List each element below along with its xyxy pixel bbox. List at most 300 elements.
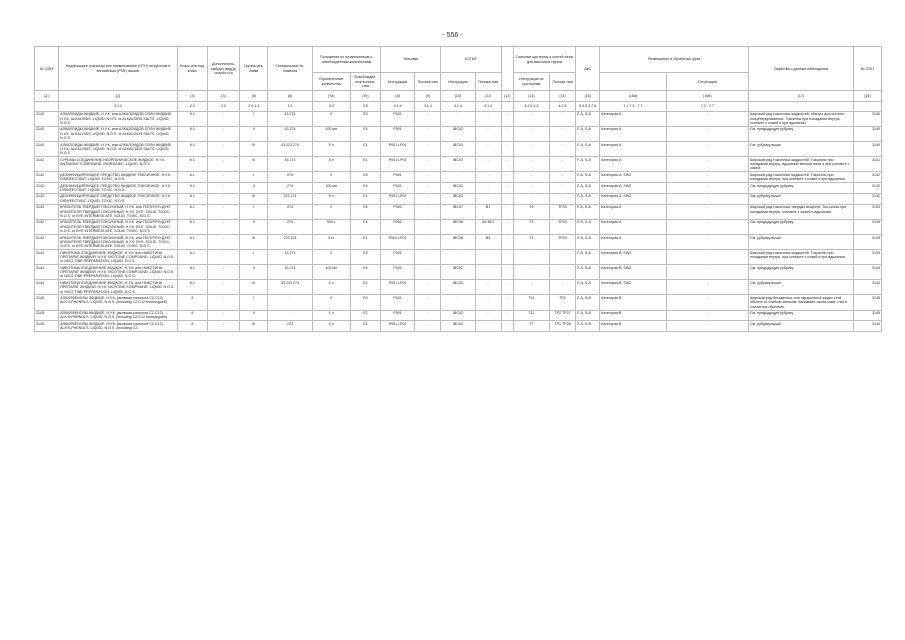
blank-cell: - (501, 126, 513, 141)
subsidiary-risk-cell: - (208, 310, 240, 321)
ibc-provision-cell: - (475, 183, 501, 194)
limited-qty-cell: 5 л (312, 280, 350, 295)
ibc-provision-cell: - (475, 157, 501, 172)
column-number-cell: (14) (549, 91, 575, 101)
subsidiary-risk-cell: - (208, 172, 240, 183)
ems-cell: F-A, S-A (576, 157, 600, 172)
packing-provision-cell: - (415, 265, 441, 280)
class-cell: 6.1 (177, 126, 207, 141)
ibc-instruction-cell: IBC02 (441, 183, 475, 194)
packing-instruction-cell: P001 (381, 265, 415, 280)
table-row (35, 250, 882, 265)
tank-instruction-cell: - (513, 111, 549, 126)
excepted-qty-cell: E1 (350, 193, 380, 204)
limited-qty-cell: 0 (312, 111, 350, 126)
blank-cell: - (501, 193, 513, 204)
blank-cell: - (501, 234, 513, 249)
ibc-provision-cell: - (475, 295, 501, 310)
packing-provision-cell: - (415, 219, 441, 234)
packing-instruction-cell: P001 (381, 183, 415, 194)
limited-qty-cell: 5 л (312, 321, 350, 332)
ems-cell: F-A, S-B (576, 310, 600, 321)
excepted-qty-cell: E4 (350, 126, 380, 141)
excepted-qty-cell: E5 (350, 204, 380, 219)
shipping-name-cell: АЛКИЛФЕНОЛЫ ЖИДКИЕ, Н.У.К. (включая гомологи C2-C12) ALKYLPHENOLS, LIQUID, N.O.S. (including C2- (59, 321, 178, 332)
special-provisions-cell: 274 (268, 219, 312, 234)
excepted-qty-cell: E4 (350, 183, 380, 194)
header-class: Класс или под-класс (177, 47, 207, 91)
subsidiary-risk-cell: - (208, 280, 240, 295)
shipping-name-cell: АЛКИЛФЕНОЛЫ ЖИДКИЕ, Н.У.К. (включая гомологи C2-C12) ALKYLPHENOLS, LIQUID, N.O.S. (including C2-C12 homologues) (59, 310, 178, 321)
un-number-cell: 3141 (35, 157, 59, 172)
blank-cell: - (501, 183, 513, 194)
properties-cell: См. рубрику выше. (749, 280, 854, 295)
stowage-cell: Категория A (600, 111, 666, 126)
blank-cell: - (501, 321, 513, 332)
un-number-right-cell: 3144 (853, 265, 881, 280)
segregation-cell: - (666, 172, 748, 183)
packing-provision-cell: - (415, 295, 441, 310)
subsidiary-risk-cell: - (208, 204, 240, 219)
tank-instruction-cell: - (513, 280, 549, 295)
shipping-name-cell: КРАСИТЕЛЬ ТВЕРДЫЙ ТОКСИЧНЫЙ, Н.У.К. или ПОЛУПРО-ДУКТ КРАСИТЕЛЯ ТВЕРДЫЙ ТОКСИЧНЫЙ, Н.У.К. DYE, SOLID, TOXIC, N.O.S. or DYE INTERMEDI-ATE, SOLID, TOXIC, N.O.S. (59, 234, 178, 249)
ibc-instruction-cell: - (441, 172, 475, 183)
tank-provision-cell: TP1 TP28 (549, 321, 575, 332)
packing-group-cell: I (240, 111, 268, 126)
special-provisions-cell: 223 274 (268, 193, 312, 204)
limited-qty-cell: 5 л (312, 193, 350, 204)
tank-provision-cell: - (549, 250, 575, 265)
shipping-name-cell: СУРЬМЫ СОЕДИНЕНИЕ НЕОРГАНИЧЕСКОЕ ЖИДКОЕ, Н.У.К. ANTIMONY COMPOUND, INORGANIC, LIQUID, N.O.S. (59, 157, 178, 172)
table-row (35, 265, 882, 280)
blank-cell: - (501, 111, 513, 126)
table-row (35, 295, 882, 310)
ems-cell: F-A, S-A (576, 183, 600, 194)
shipping-name-cell: АЛКАЛОИДЫ ЖИДКИЕ, Н.У.К. или АЛКАЛОИДОВ СОЛИ ЖИДКИЕ, Н.У.К. ALKALOIDS, LIQUID, N.O.S. or ALKALOIDS SALTS, LIQUID, N.O.S. (59, 142, 178, 157)
properties-cell: См. рубрику выше. (749, 234, 854, 249)
column-numbers-row (35, 91, 882, 101)
ibc-instruction-cell: IBC03 (441, 142, 475, 157)
blank-cell: - (501, 219, 513, 234)
ibc-provision-cell: - (475, 280, 501, 295)
tank-provision-cell: TP33 (549, 204, 575, 219)
packing-provision-cell: - (415, 111, 441, 126)
properties-cell: См. рубрику выше. (749, 321, 854, 332)
column-reference-cell: 3.4 (312, 101, 350, 111)
packing-group-cell: III (240, 321, 268, 332)
un-number-cell: 3145 (35, 295, 59, 310)
tank-provision-cell: - (549, 172, 575, 183)
subsidiary-risk-cell: - (208, 111, 240, 126)
tank-provision-cell: - (549, 183, 575, 194)
column-number-cell: (13) (513, 91, 549, 101)
packing-group-cell: II (240, 265, 268, 280)
packing-instruction-cell: P001 (381, 111, 415, 126)
shipping-name-cell: НИКОТИНА СОЕДИНЕНИЕ ЖИДКОЕ, Н.У.К. или НИКОТИНА ПРЕПАРАТ ЖИДКИЙ, Н.У.К. NICOTINE COMPOUND, LIQUID, N.O.S. or NICO-TINE PREPARATION, LIQUID, N.O.S. (59, 250, 178, 265)
excepted-qty-cell: E1 (350, 142, 380, 157)
packing-instruction-cell: P001 LP01 (381, 321, 415, 332)
limited-qty-cell: 100 мл (312, 265, 350, 280)
packing-provision-cell: - (415, 204, 441, 219)
tank-provision-cell: - (549, 142, 575, 157)
packing-instruction-cell: P002 (381, 219, 415, 234)
header-ibc-instr: Инструкции (441, 73, 475, 91)
ems-cell: F-A, S-A (576, 265, 600, 280)
un-number-cell: 3140 (35, 142, 59, 157)
column-reference-cell: 3.3 (268, 101, 312, 111)
ibc-instruction-cell: IBC03 (441, 157, 475, 172)
ibc-provision-cell: - (475, 250, 501, 265)
column-reference-cell (749, 101, 854, 111)
class-cell: 6.1 (177, 111, 207, 126)
ibc-instruction-cell: IBC07 (441, 204, 475, 219)
shipping-name-cell: АЛКАЛОИДЫ ЖИДКИЕ, Н.У.К. или АЛКАЛОИДОВ СОЛИ ЖИДКИЕ, Н.У.К. ALKALOIDS, LIQUID, N.O.S. or ALKALOIDS SALTS, LIQUID, N.O.S. (59, 126, 178, 141)
header-name: Надлежащее транспортное наименование (НТН) на русском и английском (PSN) языках (59, 47, 178, 91)
table-row (35, 219, 882, 234)
column-number-cell: (15) (576, 91, 600, 101)
stowage-cell: Категория A (600, 204, 666, 219)
column-number-cell: (11) (475, 91, 501, 101)
excepted-qty-cell: E4 (350, 265, 380, 280)
special-provisions-cell: - (268, 295, 312, 310)
stowage-cell: Категория A (600, 234, 666, 249)
tank-instruction-cell: T7 (513, 321, 549, 332)
blank-cell: - (501, 280, 513, 295)
packing-group-cell: I (240, 250, 268, 265)
table-row (35, 234, 882, 249)
segregation-cell: - (666, 280, 748, 295)
table-row (35, 204, 882, 219)
class-cell: 8 (177, 321, 207, 332)
tank-provision-cell: TP2 (549, 295, 575, 310)
tank-provision-cell: - (549, 265, 575, 280)
ems-cell: F-A, S-B (576, 295, 600, 310)
ems-cell: F-A, S-A (576, 111, 600, 126)
un-number-cell: 3143 (35, 234, 59, 249)
excepted-qty-cell: E1 (350, 234, 380, 249)
class-cell: 6.1 (177, 219, 207, 234)
blank-cell: - (501, 142, 513, 157)
subsidiary-risk-cell: - (208, 321, 240, 332)
un-number-cell: 3143 (35, 219, 59, 234)
table-row (35, 111, 882, 126)
segregation-cell: - (666, 142, 748, 157)
packing-provision-cell: - (415, 157, 441, 172)
ibc-provision-cell: - (475, 172, 501, 183)
packing-group-cell: II (240, 310, 268, 321)
stowage-cell: Категория B (600, 321, 666, 332)
ibc-provision-cell: - (475, 111, 501, 126)
special-provisions-cell: 45 274 (268, 157, 312, 172)
ibc-instruction-cell: IBC08 (441, 234, 475, 249)
header-packing-prov: Положе-ния (415, 73, 441, 91)
ibc-instruction-cell: IBC02 (441, 265, 475, 280)
column-number-cell: (12) (501, 91, 513, 101)
ibc-instruction-cell: - (441, 295, 475, 310)
stowage-cell: Категория B (600, 295, 666, 310)
class-cell: 6.1 (177, 142, 207, 157)
header-un-no-right: № ООН (853, 47, 881, 91)
un-number-cell: 3140 (35, 126, 59, 141)
ibc-instruction-cell: IBC03 (441, 193, 475, 204)
tank-instruction-cell: - (513, 126, 549, 141)
packing-provision-cell: - (415, 126, 441, 141)
class-cell: 6.1 (177, 193, 207, 204)
subsidiary-risk-cell: - (208, 142, 240, 157)
header-packagings: Упаковки (381, 47, 441, 73)
packing-instruction-cell: P001 LP01 (381, 280, 415, 295)
special-provisions-cell: 43 274 (268, 265, 312, 280)
column-reference-cell: 7.1 7.3 - 7.7 (600, 101, 666, 111)
column-reference-cell: 2.0 (177, 101, 207, 111)
un-number-cell: 3142 (35, 172, 59, 183)
properties-cell: Широкий ряд токсичных жидкостей. Токсичны при попадании внутрь, вдыхании мелкой пыли и при контакте с кожей. (749, 157, 854, 172)
packing-group-cell: II (240, 126, 268, 141)
shipping-name-cell: НИКОТИНА СОЕДИНЕНИЕ ЖИДКОЕ, Н.У.К. или НИКОТИНА ПРЕПАРАТ ЖИДКИЙ, Н.У.К. NICOTINE COMPOUND, LIQUID, N.O.S. or NICO-TINE PREPARATION, LIQUID, N.O.S. (59, 265, 178, 280)
special-provisions-cell: 274 (268, 172, 312, 183)
packing-provision-cell: - (415, 172, 441, 183)
blank-cell: - (501, 250, 513, 265)
column-number-cell: (16b) (666, 91, 748, 101)
special-provisions-cell: 274 (268, 183, 312, 194)
stowage-cell: Категория B (600, 310, 666, 321)
header-tank-prov: Положе-ния (549, 73, 575, 91)
special-provisions-cell: 43 223 274 (268, 280, 312, 295)
un-number-cell: 3140 (35, 111, 59, 126)
column-number-cell: (18) (853, 91, 881, 101)
subsidiary-risk-cell: - (208, 157, 240, 172)
class-cell: 6.1 (177, 204, 207, 219)
dangerous-goods-list-table (34, 46, 882, 332)
packing-provision-cell: - (415, 193, 441, 204)
column-reference-cell: 2.0 (208, 101, 240, 111)
table-row (35, 126, 882, 141)
ibc-provision-cell: B4 B21 (475, 219, 501, 234)
blank-cell: - (501, 310, 513, 321)
column-number-cell: (7b) (350, 91, 380, 101)
header-packing-instr: Инструкции (381, 73, 415, 91)
segregation-cell: - (666, 157, 748, 172)
blank-cell: - (501, 265, 513, 280)
column-reference-cell (35, 101, 59, 111)
shipping-name-cell: ДЕЗИНФИЦИРУЮЩЕЕ СРЕДСТВО ЖИДКОЕ ТОКСИЧНОЕ, Н.У.К. DISINFECTANT, LIQUID, TOXIC, N.O.S. (59, 193, 178, 204)
class-cell: 6.1 (177, 280, 207, 295)
class-cell: 6.1 (177, 250, 207, 265)
un-number-right-cell: 3144 (853, 250, 881, 265)
tank-instruction-cell: T6 (513, 204, 549, 219)
limited-qty-cell: 0 (312, 172, 350, 183)
ibc-provision-cell: - (475, 193, 501, 204)
class-cell: 6.1 (177, 234, 207, 249)
subsidiary-risk-cell: - (208, 265, 240, 280)
tank-instruction-cell: - (513, 142, 549, 157)
column-number-cell: (8) (381, 91, 415, 101)
properties-cell: Широкий ряд токсичных жидкостей, обычно доста-точно концентрированных. Токсичны при попадании внутрь, контакте с кожей и при вдыхании. (749, 111, 854, 126)
special-provisions-cell: - (268, 310, 312, 321)
header-properties: Свойства и данные наблюдения (749, 47, 854, 91)
excepted-qty-cell: E5 (350, 111, 380, 126)
stowage-cell: Категория A (600, 142, 666, 157)
header-ems: АвС (576, 47, 600, 91)
column-reference-cell: 4.1.4 (415, 101, 441, 111)
packing-group-cell: I (240, 204, 268, 219)
segregation-cell: - (666, 193, 748, 204)
packing-group-cell: II (240, 183, 268, 194)
table-body (35, 91, 882, 332)
limited-qty-cell: 0 (312, 204, 350, 219)
tank-instruction-cell: - (513, 172, 549, 183)
header-un-no: № ООН (35, 47, 59, 91)
properties-cell: Широкий ряд токсичных твердых веществ. Ток-сичны при попадании внутрь, контакте с кожей и вдыхании. (749, 204, 854, 219)
special-provisions-cell: 43 274 (268, 111, 312, 126)
subsidiary-risk-cell: - (208, 219, 240, 234)
packing-instruction-cell: P001 (381, 250, 415, 265)
un-number-cell: 3143 (35, 204, 59, 219)
packing-group-cell: III (240, 234, 268, 249)
packing-provision-cell: - (415, 234, 441, 249)
properties-cell: См. рубрику выше. (749, 142, 854, 157)
ems-cell: F-A, S-A (576, 172, 600, 183)
tank-instruction-cell: - (513, 250, 549, 265)
properties-cell: См. предыдущую рубрику. (749, 126, 854, 141)
tank-instruction-cell: - (513, 157, 549, 172)
excepted-qty-cell: E4 (350, 219, 380, 234)
packing-group-cell: I (240, 295, 268, 310)
packing-group-cell: III (240, 157, 268, 172)
ems-cell: F-A, S-B (576, 321, 600, 332)
ems-cell: F-A, S-A (576, 219, 600, 234)
header-portable-tanks: Съемные цистерны и контей-неры для массовых грузов (513, 47, 575, 73)
properties-cell: См. предыдущую рубрику. (749, 265, 854, 280)
column-number-cell: (9) (415, 91, 441, 101)
tank-provision-cell: - (549, 280, 575, 295)
ems-cell: F-A, S-A (576, 142, 600, 157)
column-reference-cell: 4.1.4 (475, 101, 501, 111)
ems-cell: F-A, S-A (576, 250, 600, 265)
limited-qty-cell: 500 г (312, 219, 350, 234)
stowage-cell: Категория A (600, 219, 666, 234)
un-number-cell: 3144 (35, 280, 59, 295)
header-ibc: КСГМГ (441, 47, 501, 73)
header-subsidiary-risk: Дополнитель-ный(ые) вид(ы) опасно-сти (208, 47, 240, 91)
limited-qty-cell: 100 мл (312, 126, 350, 141)
table-row (35, 280, 882, 295)
properties-cell: См. предыдущую рубрику. (749, 183, 854, 194)
un-number-right-cell: 3145 (853, 321, 881, 332)
class-cell: 6.1 (177, 265, 207, 280)
excepted-qty-cell: E5 (350, 250, 380, 265)
packing-group-cell: II (240, 219, 268, 234)
column-number-cell: (16a) (600, 91, 666, 101)
subsidiary-risk-cell: - (208, 295, 240, 310)
class-cell: 6.1 (177, 172, 207, 183)
tank-provision-cell: - (549, 157, 575, 172)
header-excepted-qty: Освобожден-ные количе-ства (350, 73, 380, 91)
packing-instruction-cell: P001 (381, 172, 415, 183)
un-number-right-cell: 3142 (853, 172, 881, 183)
tank-instruction-cell: - (513, 265, 549, 280)
ems-cell: F-A, S-A (576, 280, 600, 295)
limited-qty-cell: 100 мл (312, 183, 350, 194)
ibc-provision-cell: - (475, 310, 501, 321)
header-stowage-handling (600, 73, 666, 91)
table-row (35, 193, 882, 204)
packing-group-cell: III (240, 193, 268, 204)
column-number-cell: (3) (177, 91, 207, 101)
properties-cell: Широкий ряд токсичных жидкостей. Токсичны при попадании внутрь, при контакте с кожей и при вдыхании. (749, 250, 854, 265)
ibc-instruction-cell: - (441, 250, 475, 265)
table-row (35, 310, 882, 321)
packing-instruction-cell: P001 (381, 310, 415, 321)
stowage-cell: Категория B, SW2 (600, 280, 666, 295)
un-number-cell: 3145 (35, 310, 59, 321)
column-number-cell: (10) (441, 91, 475, 101)
segregation-cell: - (666, 265, 748, 280)
ibc-instruction-cell: IBC08 (441, 219, 475, 234)
un-number-cell: 3144 (35, 250, 59, 265)
column-reference-cell: 4.1.4 (381, 101, 415, 111)
ibc-instruction-cell: - (441, 111, 475, 126)
blank-cell: - (501, 172, 513, 183)
properties-cell: См. рубрику выше. (749, 193, 854, 204)
stowage-cell: Категория A (600, 126, 666, 141)
packing-provision-cell: - (415, 183, 441, 194)
shipping-name-cell: АЛКАЛОИДЫ ЖИДКИЕ, Н.У.К. или АЛКАЛОИДОВ СОЛИ ЖИДКИЕ, Н.У.К. ALKALOIDS, LIQUID, N.O.S. or ALKALOIDS SALTS, LIQUID, N.O.S. (59, 111, 178, 126)
stowage-cell: Категория B, SW2 (600, 250, 666, 265)
excepted-qty-cell: E2 (350, 310, 380, 321)
un-number-right-cell: 3140 (853, 126, 881, 141)
column-reference-cell (853, 101, 881, 111)
stowage-cell: Категория A, SW2 (600, 193, 666, 204)
shipping-name-cell: ДЕЗИНФИЦИРУЮЩЕЕ СРЕДСТВО ЖИДКОЕ ТОКСИЧНОЕ, Н.У.К. DISINFECTANT, LIQUID, TOXIC, N.O.S. (59, 172, 178, 183)
special-provisions-cell: 223 274 (268, 234, 312, 249)
ibc-provision-cell: - (475, 265, 501, 280)
subsidiary-risk-cell: - (208, 193, 240, 204)
special-provisions-cell: 274 (268, 204, 312, 219)
page-number: - 556 - (442, 32, 463, 39)
header-limited-qty: Ограниченные количества (312, 73, 350, 91)
limited-qty-cell: 1 л (312, 310, 350, 321)
column-number-cell: (5) (240, 91, 268, 101)
excepted-qty-cell: E5 (350, 172, 380, 183)
excepted-qty-cell: E1 (350, 280, 380, 295)
header-segregation: Сегрегация (666, 73, 748, 91)
un-number-right-cell: 3143 (853, 234, 881, 249)
stowage-cell: Категория A, SW2 (600, 183, 666, 194)
un-number-right-cell: 3144 (853, 280, 881, 295)
column-reference-cell: 4.1.4 (441, 101, 475, 111)
header-packing-group: Группа упа-ковки (240, 47, 268, 91)
shipping-name-cell: КРАСИТЕЛЬ ТВЕРДЫЙ ТОКСИЧНЫЙ, Н.У.К. или ПОЛУПРО-ДУКТ КРАСИТЕЛЯ ТВЕРДЫЙ ТОКСИЧНЫЙ, Н.У.К. DYE, SOLID, TOXIC, N.O.S. or DYE INTERMEDI-ATE, SOLID, TOXIC, N.O.S. (59, 204, 178, 219)
ibc-provision-cell: - (475, 321, 501, 332)
subsidiary-risk-cell: - (208, 250, 240, 265)
packing-group-cell: III (240, 142, 268, 157)
column-reference-cell: 3.1.2 (59, 101, 178, 111)
segregation-cell: - (666, 204, 748, 219)
subsidiary-risk-cell: - (208, 126, 240, 141)
un-number-right-cell: 3141 (853, 157, 881, 172)
ibc-instruction-cell: IBC02 (441, 126, 475, 141)
ems-cell: F-A, S-A (576, 126, 600, 141)
limited-qty-cell: 0 (312, 250, 350, 265)
packing-instruction-cell: P001 (381, 295, 415, 310)
blank-cell: - (501, 204, 513, 219)
tank-provision-cell: - (549, 111, 575, 126)
un-number-right-cell: 3142 (853, 193, 881, 204)
segregation-cell: - (666, 250, 748, 265)
packing-provision-cell: - (415, 142, 441, 157)
segregation-cell: - (666, 321, 748, 332)
